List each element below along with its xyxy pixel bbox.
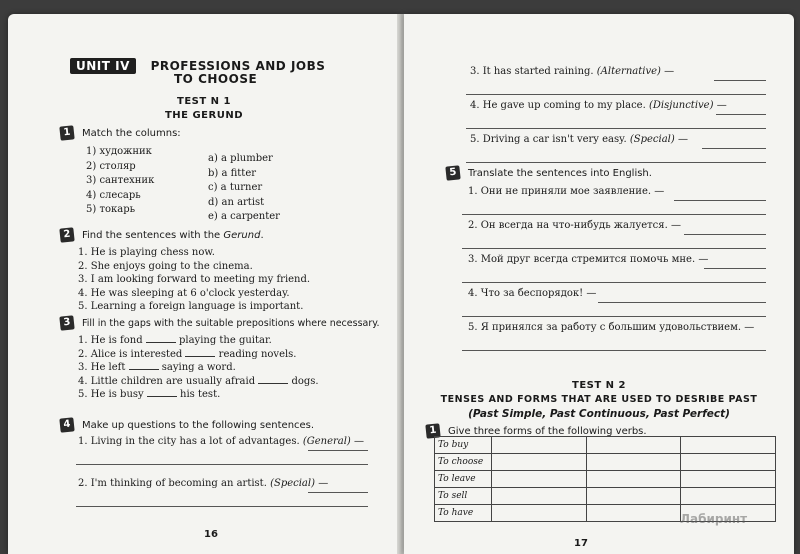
task-number-badge: 1 xyxy=(425,423,440,438)
table-row xyxy=(435,437,776,454)
list-item: e) a carpenter xyxy=(208,211,280,222)
question-sentence: 4. He gave up coming to my place. (Disjunctive) — xyxy=(470,100,727,111)
translate-sentence: 2. Он всегда на что-нибудь жалуется. — xyxy=(468,220,681,231)
answer-cell[interactable] xyxy=(586,505,681,522)
list-item: 4. Little children are usually afraid dogs. xyxy=(78,375,319,387)
verb-cell: To sell xyxy=(435,488,492,505)
page-number: 16 xyxy=(204,529,218,540)
translate-sentence: 4. Что за беспорядок! — xyxy=(468,288,597,299)
list-item: d) an artist xyxy=(208,196,265,208)
answer-line[interactable] xyxy=(466,162,766,163)
test-subtitle-tenses: (Past Simple, Past Continuous, Past Perfect) xyxy=(468,408,730,420)
list-item: 2. Alice is interested reading novels. xyxy=(78,348,297,360)
answer-gap[interactable] xyxy=(129,361,159,370)
answer-line[interactable] xyxy=(466,94,766,95)
answer-cell[interactable] xyxy=(492,454,587,471)
answer-cell[interactable] xyxy=(492,437,587,454)
answer-line[interactable] xyxy=(462,282,766,283)
answer-cell[interactable] xyxy=(586,437,681,454)
verb-cell: To leave xyxy=(435,471,492,488)
match-column-a xyxy=(86,145,154,218)
answer-cell[interactable] xyxy=(681,437,776,454)
list-item: b) a fitter xyxy=(208,167,257,179)
answer-gap[interactable] xyxy=(146,334,176,343)
answer-cell[interactable] xyxy=(681,488,776,505)
answer-line[interactable] xyxy=(466,128,766,129)
table-row xyxy=(435,471,776,488)
answer-line[interactable] xyxy=(702,148,766,149)
answer-cell[interactable] xyxy=(492,471,587,488)
answer-cell[interactable] xyxy=(586,454,681,471)
unit-title-line-2: TO CHOOSE xyxy=(174,72,258,86)
list-item: 3) сантехник xyxy=(86,175,155,186)
task-number-badge: 1 xyxy=(59,125,74,140)
answer-gap[interactable] xyxy=(147,388,177,397)
list-item: 4) слесарь xyxy=(86,189,141,201)
answer-line[interactable] xyxy=(308,450,368,451)
page-number: 17 xyxy=(574,538,588,549)
list-item: 1. He is playing chess now. xyxy=(78,247,215,258)
answer-line[interactable] xyxy=(684,234,766,235)
test-subtitle: TENSES AND FORMS THAT ARE USED TO DESRIBE PAST xyxy=(440,394,758,405)
answer-gap[interactable] xyxy=(185,348,215,357)
question-sentence: 3. It has started raining. (Alternative) — xyxy=(470,66,675,77)
question-sentence: 5. Driving a car isn't very easy. (Special) — xyxy=(470,134,688,145)
list-item: 2) столяр xyxy=(86,160,136,172)
gap-sentences xyxy=(78,334,319,402)
answer-cell[interactable] xyxy=(586,488,681,505)
translate-sentence: 5. Я принялся за работу с большим удовольствием. — xyxy=(468,322,755,333)
test-subtitle: THE GERUND xyxy=(164,110,244,121)
list-item: 1. He is fond playing the guitar. xyxy=(78,335,272,346)
question-sentence: 1. Living in the city has a lot of advantages. (General) — xyxy=(78,436,365,447)
list-item: 3. He left saying a word. xyxy=(78,362,236,373)
verb-forms-table xyxy=(434,436,776,522)
answer-cell[interactable] xyxy=(492,488,587,505)
answer-cell[interactable] xyxy=(681,454,776,471)
answer-line[interactable] xyxy=(714,80,766,81)
list-item: c) a turner xyxy=(208,182,263,193)
list-item: 5. He is busy his test. xyxy=(78,389,221,400)
test-title: TEST N 2 xyxy=(572,380,626,391)
list-item: 3. I am looking forward to meeting my friend. xyxy=(78,274,311,285)
answer-cell[interactable] xyxy=(586,471,681,488)
task-number-badge: 5 xyxy=(445,165,460,180)
task-instruction: Match the columns: xyxy=(82,128,181,139)
task-number-badge: 4 xyxy=(59,417,74,432)
list-item: 2. She enjoys going to the cinema. xyxy=(78,260,253,272)
answer-line[interactable] xyxy=(308,492,368,493)
left-page xyxy=(8,14,400,554)
unit-title-line-1: PROFESSIONS AND JOBS xyxy=(150,59,326,73)
task-instruction: Fill in the gaps with the suitable prepositions where necessary. xyxy=(82,318,380,329)
task-number-badge: 3 xyxy=(59,315,74,330)
verb-cell: To choose xyxy=(435,454,492,471)
verb-cell: To buy xyxy=(435,437,492,454)
answer-line[interactable] xyxy=(704,268,766,269)
match-column-b xyxy=(208,152,280,225)
task-instruction: Make up questions to the following sentences. xyxy=(82,420,315,431)
list-item: 5. Learning a foreign language is important. xyxy=(78,301,304,312)
answer-cell[interactable] xyxy=(492,505,587,522)
question-sentence: 2. I'm thinking of becoming an artist. (Special) — xyxy=(78,478,329,489)
task-number-badge: 2 xyxy=(59,227,74,242)
table-row xyxy=(435,488,776,505)
list-item: 5) токарь xyxy=(86,204,136,215)
table-row xyxy=(435,454,776,471)
answer-cell[interactable] xyxy=(681,471,776,488)
answer-line[interactable] xyxy=(76,506,368,507)
translate-sentence: 3. Мой друг всегда стремится помочь мне. — xyxy=(468,254,709,265)
translate-sentence: 1. Они не приняли мое заявление. — xyxy=(468,186,665,197)
watermark: Лабиринт xyxy=(680,512,748,526)
list-item: 4. He was sleeping at 6 o'clock yesterday. xyxy=(78,287,290,299)
answer-gap[interactable] xyxy=(258,375,288,384)
list-item: a) a plumber xyxy=(208,153,273,164)
answer-line[interactable] xyxy=(76,464,368,465)
unit-label: UNIT IV xyxy=(70,58,136,74)
answer-line[interactable] xyxy=(462,350,766,351)
answer-line[interactable] xyxy=(598,302,766,303)
test-title: TEST N 1 xyxy=(177,96,231,107)
gerund-sentences xyxy=(78,246,310,314)
answer-line[interactable] xyxy=(462,248,766,249)
right-page xyxy=(404,14,794,554)
verb-cell: To have xyxy=(435,505,492,522)
answer-line[interactable] xyxy=(462,316,766,317)
task-instruction: Find the sentences with the Gerund. xyxy=(82,230,264,241)
task-instruction: Give three forms of the following verbs. xyxy=(448,426,647,437)
answer-line[interactable] xyxy=(674,200,766,201)
task-instruction: Translate the sentences into English. xyxy=(468,168,652,179)
answer-line[interactable] xyxy=(716,114,766,115)
list-item: 1) художник xyxy=(86,146,152,157)
answer-line[interactable] xyxy=(462,214,766,215)
